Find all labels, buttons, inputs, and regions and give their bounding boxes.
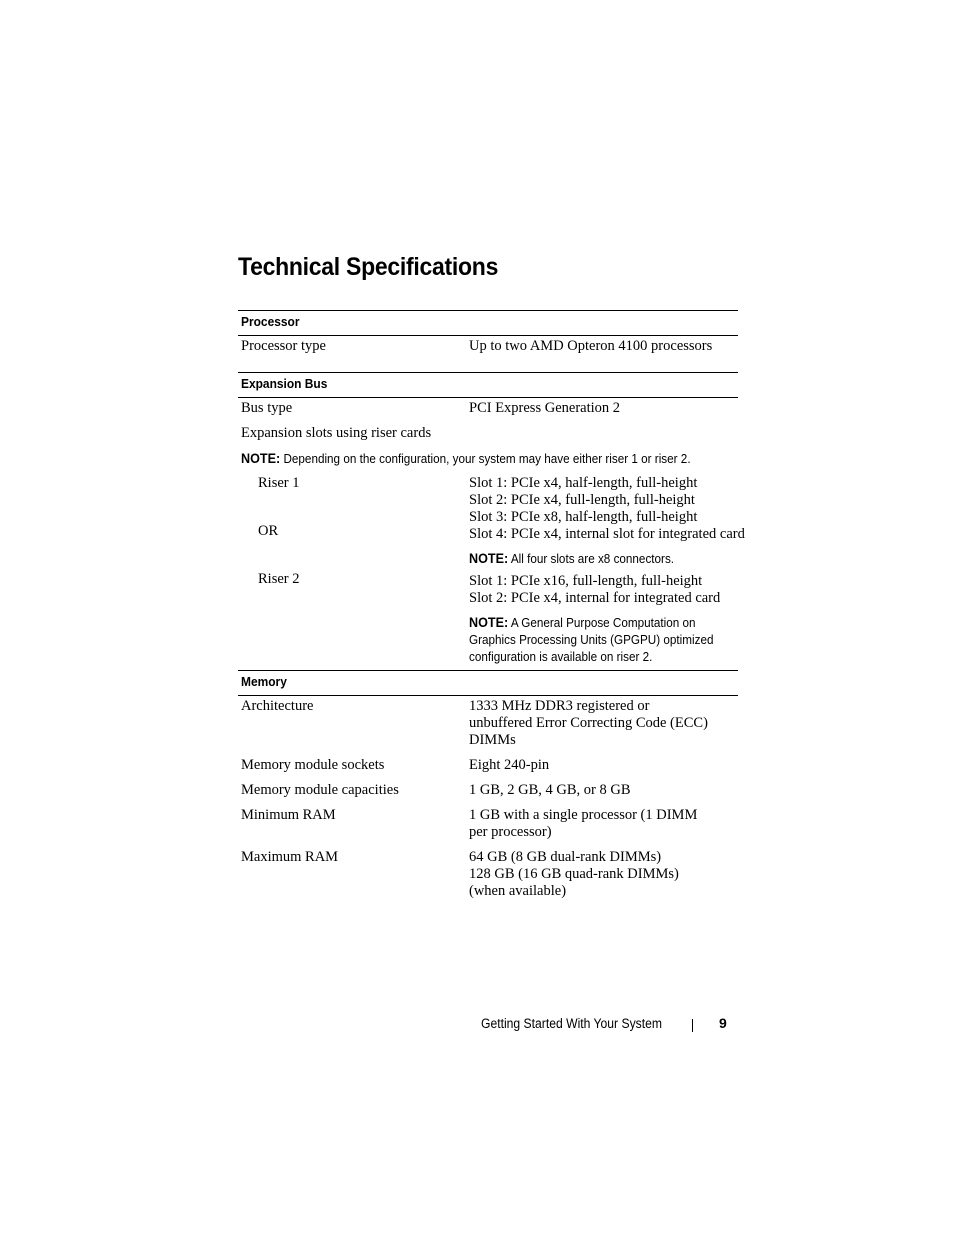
value-line: DIMMs bbox=[469, 732, 516, 748]
value-line: (when available) bbox=[469, 883, 567, 899]
bus-type-label: Bus type bbox=[241, 400, 293, 416]
memory-sockets-value: Eight 240-pin bbox=[469, 757, 550, 773]
architecture-label: Architecture bbox=[241, 698, 314, 714]
divider bbox=[238, 310, 738, 311]
note-prefix: NOTE: bbox=[469, 550, 509, 566]
section-heading-memory: Memory bbox=[241, 674, 287, 689]
value-line: unbuffered Error Correcting Code (ECC) bbox=[469, 715, 708, 731]
value-line: 1333 MHz DDR3 registered or bbox=[469, 698, 650, 714]
riser-2-label: Riser 2 bbox=[258, 571, 300, 587]
value-line: 64 GB (8 GB dual-rank DIMMs) bbox=[469, 849, 662, 865]
minimum-ram-label: Minimum RAM bbox=[241, 807, 336, 823]
divider bbox=[238, 397, 738, 398]
riser-1-slot: Slot 1: PCIe x4, half-length, full-height bbox=[469, 475, 698, 491]
note-text: Depending on the configuration, your system may have either riser 1 or riser 2. bbox=[283, 451, 691, 466]
minimum-ram-value bbox=[469, 807, 697, 841]
divider bbox=[238, 335, 738, 336]
riser-1-label: Riser 1 bbox=[258, 475, 300, 491]
value-line: 128 GB (16 GB quad-rank DIMMs) bbox=[469, 866, 679, 882]
maximum-ram-label: Maximum RAM bbox=[241, 849, 339, 865]
processor-type-value: Up to two AMD Opteron 4100 processors bbox=[469, 338, 713, 354]
riser-1-slot: Slot 3: PCIe x8, half-length, full-height bbox=[469, 509, 698, 525]
value-line: 1 GB with a single processor (1 DIMM bbox=[469, 807, 698, 823]
maximum-ram-value bbox=[469, 849, 679, 900]
note-riser-2 bbox=[469, 614, 713, 665]
note-text: All four slots are x8 connectors. bbox=[510, 551, 675, 566]
note-prefix: NOTE: bbox=[469, 614, 509, 630]
divider bbox=[238, 372, 738, 373]
section-heading-expansion-bus: Expansion Bus bbox=[241, 376, 328, 391]
note-prefix: NOTE: bbox=[241, 450, 281, 466]
footer-text: Getting Started With Your System bbox=[481, 1016, 662, 1031]
processor-type-label: Processor type bbox=[241, 338, 326, 354]
note-text-line: configuration is available on riser 2. bbox=[469, 649, 653, 664]
memory-capacities-value: 1 GB, 2 GB, 4 GB, or 8 GB bbox=[469, 782, 631, 798]
riser-1-slot: Slot 4: PCIe x4, internal slot for integrated card bbox=[469, 526, 745, 542]
note-riser-config bbox=[241, 450, 691, 467]
memory-sockets-label: Memory module sockets bbox=[241, 757, 385, 773]
expansion-slots-label: Expansion slots using riser cards bbox=[241, 425, 432, 441]
architecture-value bbox=[469, 698, 708, 749]
page-title: Technical Specifications bbox=[238, 253, 499, 281]
riser-2-slot: Slot 1: PCIe x16, full-length, full-height bbox=[469, 573, 703, 589]
or-label: OR bbox=[258, 523, 279, 539]
riser-2-slot: Slot 2: PCIe x4, internal for integrated card bbox=[469, 590, 721, 606]
note-text-line: A General Purpose Computation on bbox=[510, 615, 696, 630]
section-heading-processor: Processor bbox=[241, 314, 300, 329]
note-riser-1 bbox=[469, 550, 674, 567]
memory-capacities-label: Memory module capacities bbox=[241, 782, 399, 798]
divider bbox=[238, 695, 738, 696]
footer-separator bbox=[692, 1019, 693, 1032]
bus-type-value: PCI Express Generation 2 bbox=[469, 400, 621, 416]
riser-1-slot: Slot 2: PCIe x4, full-length, full-height bbox=[469, 492, 695, 508]
note-text-line: Graphics Processing Units (GPGPU) optimized bbox=[469, 632, 714, 647]
riser-1-slots bbox=[469, 475, 745, 543]
riser-2-slots bbox=[469, 573, 720, 607]
divider bbox=[238, 670, 738, 671]
page-number: 9 bbox=[719, 1015, 727, 1031]
value-line: per processor) bbox=[469, 824, 552, 840]
